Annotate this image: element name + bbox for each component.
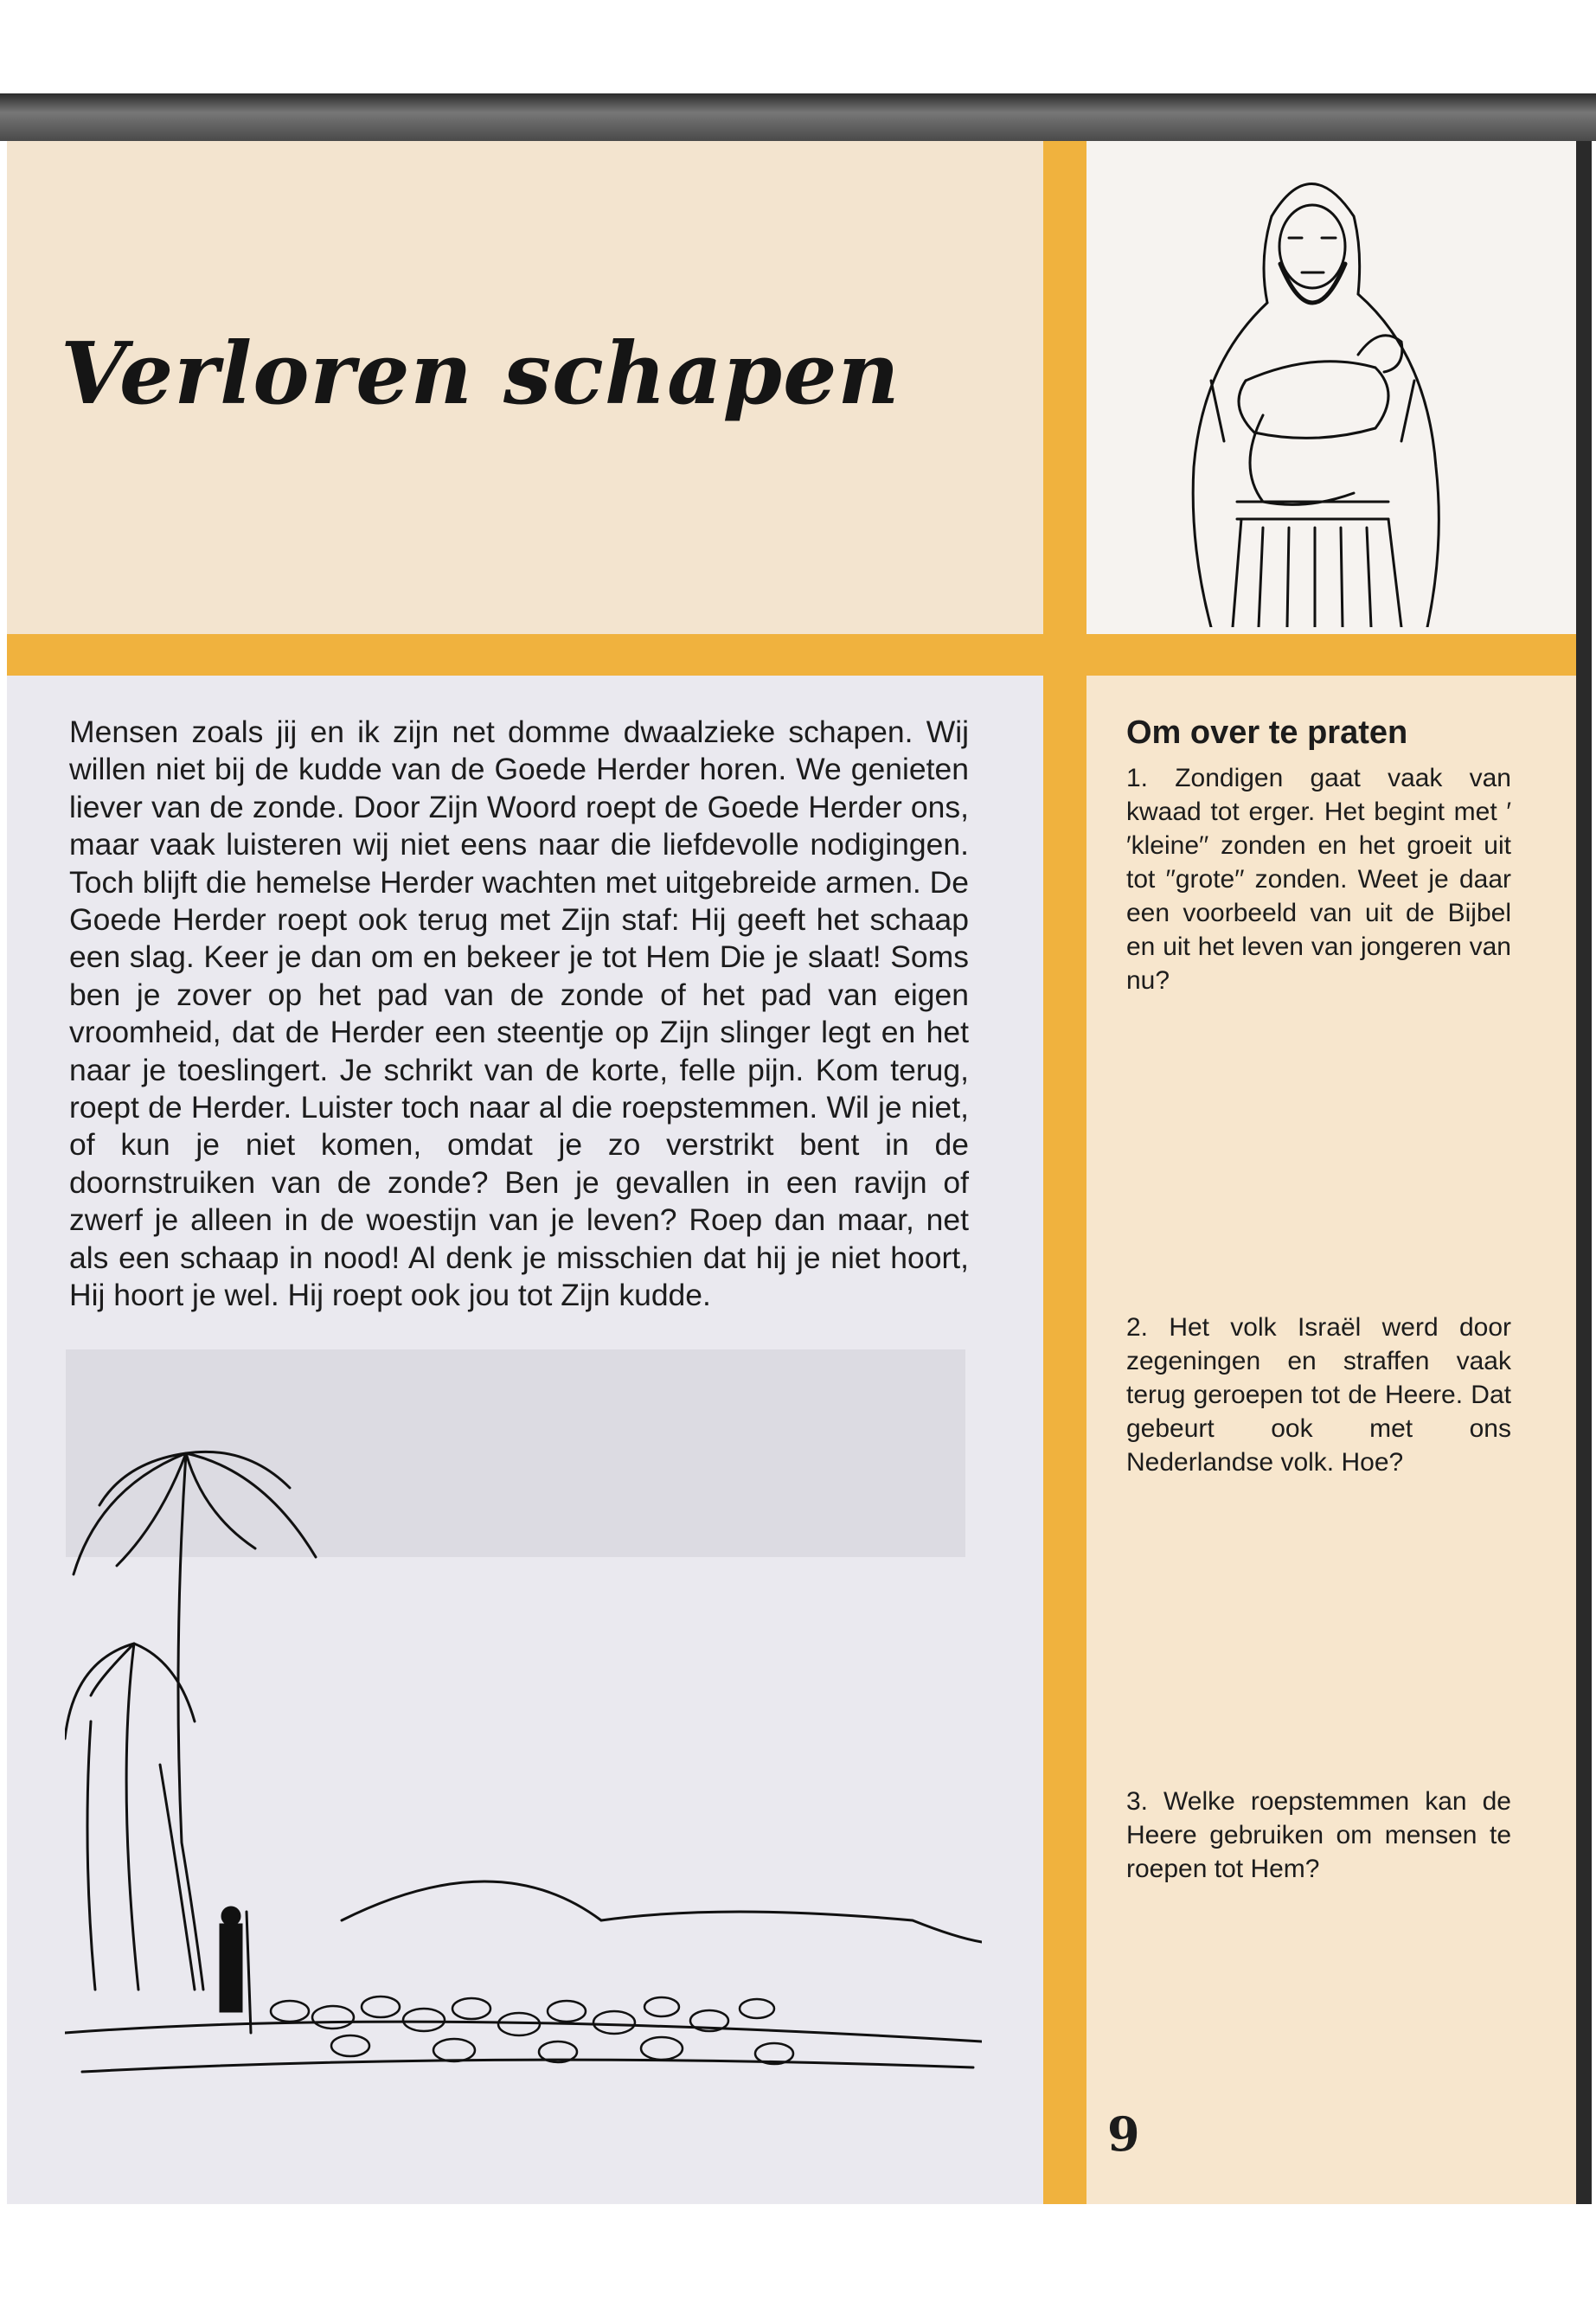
discussion-question: 1. Zondigen gaat vaak van kwaad tot erger. Het begint met ′′kleine′′ zonden en het groeit uit tot ′′grote′′ zonden. Weet je daar een voorbeeld van uit de Bijbel en uit het leven van jongeren van nu? (1126, 764, 1511, 995)
shepherd-illustration (1142, 156, 1479, 627)
page-edge (1576, 141, 1592, 2204)
discussion-question: 2. Het volk Israël werd door zegeningen en straffen vaak terug geroepen tot de Heere. Dat gebeurt ook met ons Nederlandse volk. Hoe? (1126, 1313, 1511, 1477)
discussion-question: 3. Welke roepstemmen kan de Heere gebruiken om mensen te roepen tot Hem? (1126, 1787, 1511, 1883)
palm-trees-and-flock-illustration (65, 1436, 982, 2093)
horizontal-divider-bar (7, 634, 1587, 676)
book-spine-strip (0, 93, 1596, 141)
vertical-divider-bar (1043, 141, 1086, 2204)
page-title: Verloren schapen (61, 324, 901, 424)
discussion-heading: Om over te praten (1126, 715, 1408, 751)
page-number: 9 (1107, 2106, 1140, 2162)
body-paragraph: Mensen zoals jij en ik zijn net domme dwaalzieke schapen. Wij willen niet bij de kudde van de Goede Herder horen. We genieten liever van de zonde. Door Zijn Woord roept de Goede Herder ons, maar vaak luisteren wij niet eens naar die liefdevolle nodigingen. Toch blijft die hemelse Herder wachten met uitgebreide armen. De Goede Herder roept ook terug met Zijn staf: Hij geeft het schaap een slag. Keer je dan om en bekeer je tot Hem Die je slaat! Soms ben je zover op het pad van de zonde of het pad van eigen vroomheid, dat de Herder een steentje op Zijn slinger legt en het naar je toeslingert. Je schrikt van de korte, felle pijn. Kom terug, roept de Herder. Luister toch naar al die roepstemmen. Wil je niet, of kun je niet komen, omdat je zo verstrikt bent in de doornstruiken van de zonde? Ben je gevallen in een ravijn of zwerf je alleen in de woestijn van je leven? Roep dan maar, net als een schaap in nood! Al denk je misschien dat hij je niet hoort, Hij hoort je wel. Hij roept ook jou tot Zijn kudde. (69, 715, 969, 1313)
